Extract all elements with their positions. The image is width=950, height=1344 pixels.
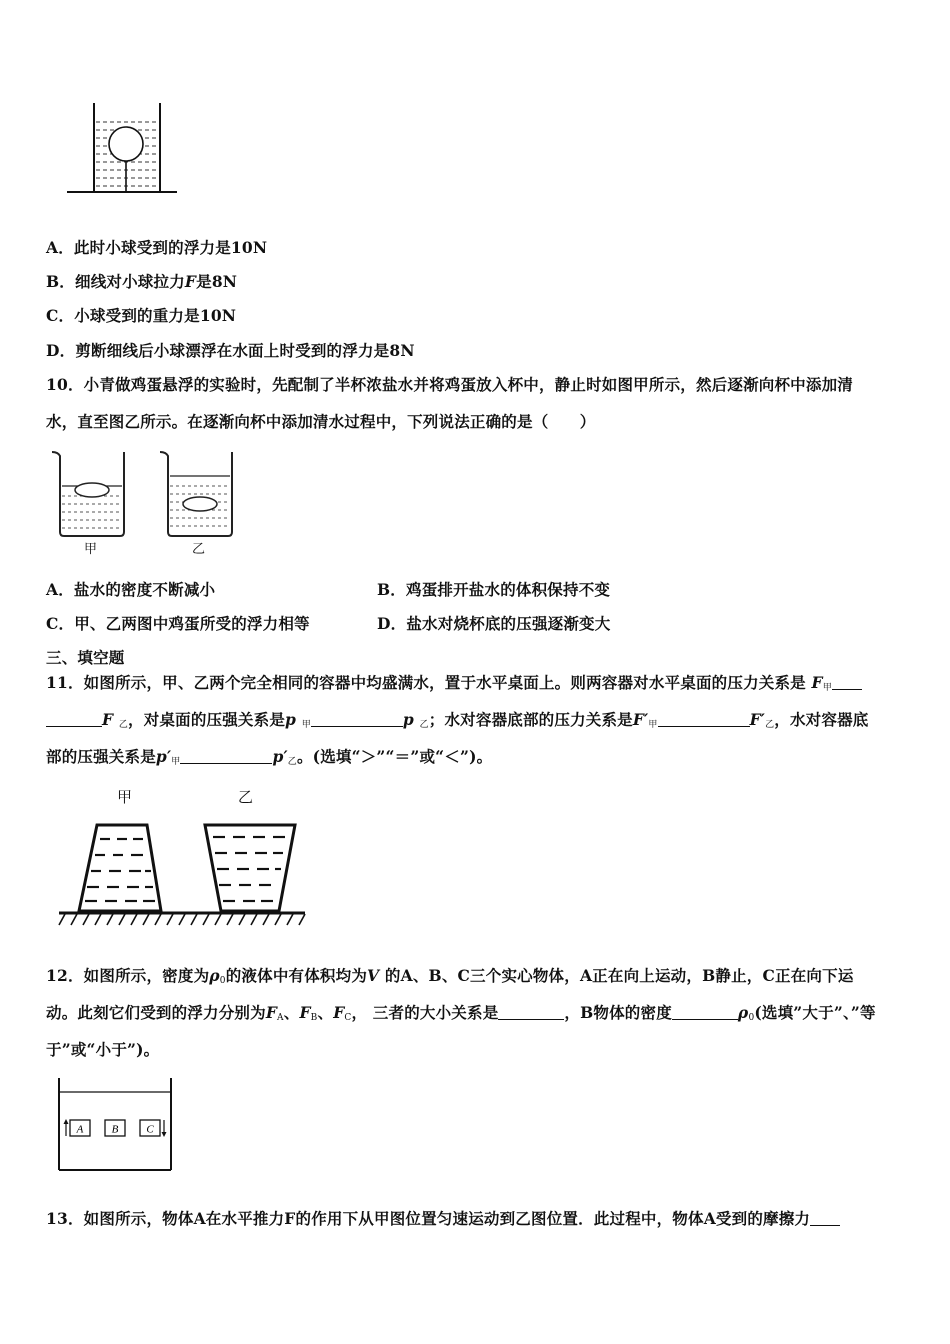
- q11-line1: 11．如图所示，甲、乙两个完全相同的容器中均盛满水，置于水平桌面上。则两容器对水平桌面的压力关系是 $F_甲$: [46, 671, 862, 693]
- q12-line1: 12．如图所示，密度为$\rho_0$的液体中有体积均为V 的A、B、C三个实心物体，A正在向上运动，B静止，C正在向下运: [46, 966, 854, 986]
- q11-line3: 部的压强关系是$p'_甲$ $p'_乙$。(选填“＞”“＝”或“＜”)。: [46, 747, 493, 767]
- trapezoid-containers-figure: [55, 815, 315, 930]
- q13-blank-1[interactable]: [810, 1211, 840, 1226]
- q10-option-d: D．盐水对烧杯底的压强逐渐变大: [377, 614, 611, 633]
- q11-blank-1[interactable]: [832, 675, 862, 690]
- q11-blank-4[interactable]: [180, 749, 272, 764]
- section-title: 三、填空题: [46, 648, 125, 667]
- box-b-label: B: [111, 1123, 119, 1136]
- q11-fig-label-jia: 甲: [117, 788, 133, 806]
- q12-blank-2[interactable]: [672, 1005, 738, 1020]
- q10-option-b: B．鸡蛋排开盐水的体积保持不变: [377, 580, 611, 599]
- egg-beakers-figure: [48, 446, 248, 558]
- q11-line2: F $_乙$，对桌面的压强关系是p $_甲$ p $_乙$；水对容器底部的压力关系是$F'_甲$ $F'_乙$，水对容器底: [46, 708, 868, 730]
- box-a-label: A: [76, 1123, 84, 1136]
- q10-option-a: A．盐水的密度不断减小: [46, 580, 216, 599]
- q10-option-c: C．甲、乙两图中鸡蛋所受的浮力相等: [46, 614, 310, 633]
- abc-tank-figure: [54, 1074, 178, 1174]
- ball-in-water-figure: [62, 98, 182, 198]
- q11-blank-2[interactable]: [311, 712, 403, 727]
- q9-option-b: B．细线对小球拉力F是8N: [46, 272, 238, 291]
- q10-stem-line2: 水，直至图乙所示。在逐渐向杯中添加清水过程中，下列说法正确的是（ ）: [46, 412, 596, 431]
- q13-line1: 13．如图所示，物体A在水平推力F的作用下从甲图位置匀速运动到乙图位置．此过程中，物体A受到的摩擦力: [46, 1207, 840, 1229]
- q12-line2: 动。此刻它们受到的浮力分别为$F_A$、$F_B$、$F_C$， 三者的大小关系是 ，B物体的密度 $\rho_0$(选填”大于”、”等: [46, 1003, 876, 1023]
- q9-option-a: A．此时小球受到的浮力是10N: [46, 238, 268, 257]
- q11-blank-3[interactable]: [658, 712, 750, 727]
- q9-option-d: D．剪断细线后小球漂浮在水面上时受到的浮力是8N: [46, 341, 415, 360]
- q9-option-c: C．小球受到的重力是10N: [46, 306, 237, 325]
- q12-line3: 于”或“小于”)。: [46, 1040, 160, 1059]
- q10-fig-label-yi: 乙: [192, 542, 206, 557]
- q10-stem-line1: 10．小青做鸡蛋悬浮的实验时，先配制了半杯浓盐水并将鸡蛋放入杯中，静止时如图甲所示，然后逐渐向杯中添加清: [46, 375, 853, 394]
- q11-fig-label-yi: 乙: [238, 788, 254, 806]
- box-c-label: C: [146, 1123, 154, 1136]
- q12-blank-1[interactable]: [498, 1005, 564, 1020]
- q10-fig-label-jia: 甲: [84, 542, 98, 557]
- q11-blank-1b[interactable]: [46, 712, 102, 727]
